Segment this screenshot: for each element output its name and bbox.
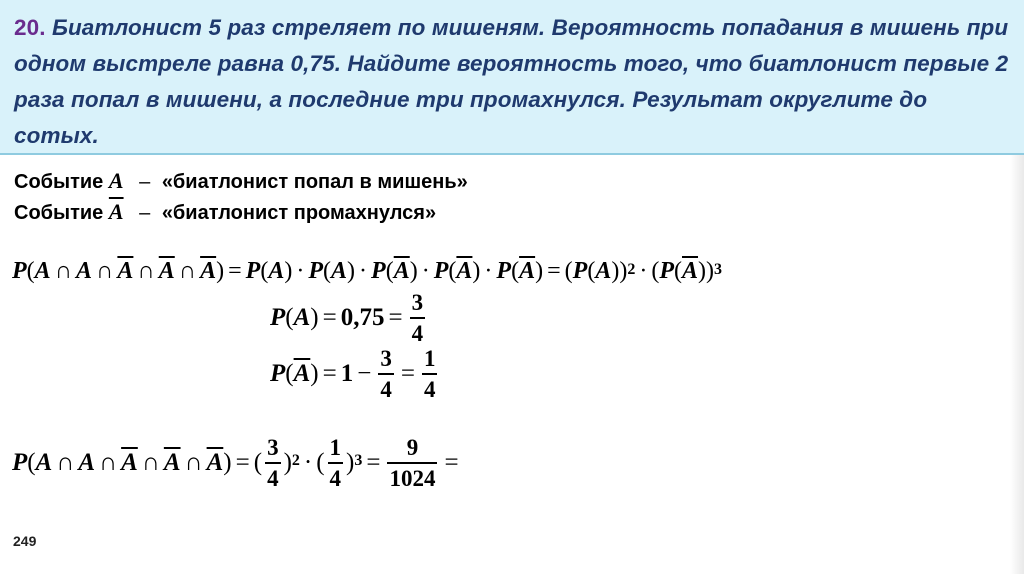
event-description: «биатлонист промахнулся»: [161, 202, 437, 224]
event-dash: –: [139, 202, 151, 224]
exponent-square: 2: [627, 260, 636, 278]
fraction-one-quarter: $\frac{1}{4}$: [329, 435, 342, 491]
event-label: Событие: [14, 202, 104, 224]
problem-statement-box: [0, 0, 1024, 155]
fraction-three-quarters: $\frac{3}{4}$: [267, 435, 279, 491]
constant-one: 1: [340, 360, 354, 387]
event-a-definition: [14, 168, 468, 194]
event-dash: –: [139, 171, 151, 193]
event-description: «биатлонист попал в мишень»: [161, 171, 468, 193]
exponent-cube: 3: [714, 260, 722, 278]
event-label: Событие: [14, 171, 104, 193]
fraction-three-quarters: $\frac{3}{4}$: [380, 346, 392, 402]
event-not-a-definition: [14, 199, 436, 225]
fraction-result: $\frac{9}{1024}$: [389, 435, 436, 491]
exponent-cube: 3: [354, 452, 363, 469]
p-a-formula: P ( A ) = 0,75 = $\frac{3}{4}$: [270, 290, 424, 346]
final-calculation-formula: P ( A ∩ A ∩ $\overline{A}$ ∩ $\overline{A}$ ∩ $\overline{A}$ ) = ( $\frac{3}{4}$ ) $^2$ · ( $\frac{1}{4}$ ) $^3$ = $\frac{9}{1024}$ =: [12, 435, 459, 491]
event-symbol: A: [108, 168, 124, 193]
problem-body: Биатлонист 5 раз стреляет по мишеням. Вероятность попадания в мишень при одном выстреле равна 0,75. Найдите вероятность того, что биатлонист первые 2 раза попал в мишени, а последние три промахнулся. Результат округлите до сотых.: [14, 15, 1009, 148]
event-symbol: $\overline{A}$: [108, 199, 124, 224]
right-edge-shadow: [1010, 155, 1024, 574]
p-not-a-formula: P ( $\overline{A}$ ) = 1 − $\frac{3}{4}$ = $\frac{1}{4}$: [270, 346, 436, 402]
problem-number: 20.: [14, 15, 46, 40]
fraction-one-quarter: $\frac{1}{4}$: [423, 346, 436, 402]
page-number: 249: [13, 533, 37, 549]
p-a-value: 0,75: [340, 304, 385, 331]
fraction-three-quarters: $\frac{3}{4}$: [411, 290, 424, 346]
exponent-square: 2: [291, 452, 300, 469]
probability-product-formula: P ( A ∩ A ∩ $\overline{A}$ ∩ $\overline{A}$ ∩ $\overline{A}$ ) = P ( A ) · P ( A ) · P ( $\overline{A}$ ) · P ( $\overline{A}$ ) · P ( $\overline{A}$ ) = ( P ( A )) $^2$ · ( P ( $\overline{A}$ )) $^3$: [12, 258, 722, 284]
problem-text: [14, 10, 1010, 154]
